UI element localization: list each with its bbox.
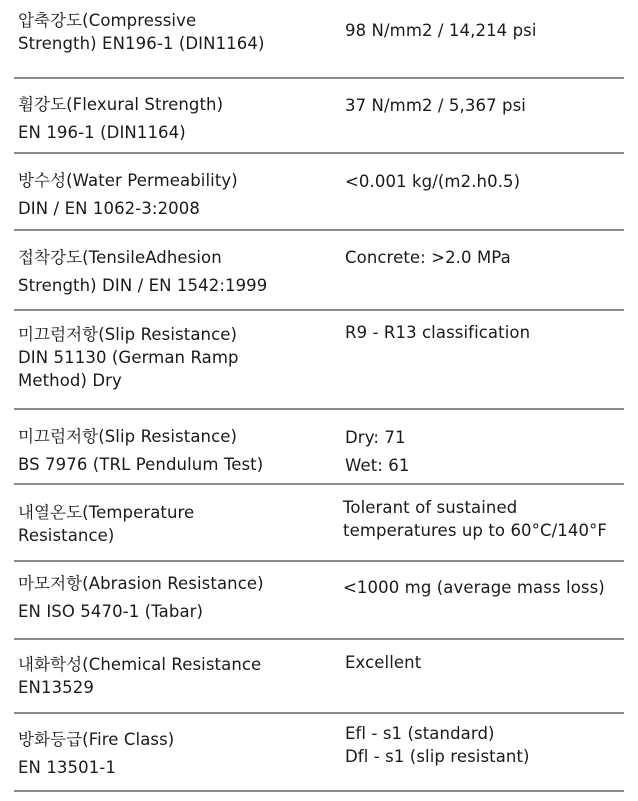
- label-line: EN ISO 5470-1 (Tabar): [18, 602, 204, 621]
- label-line: Method) Dry: [18, 371, 122, 390]
- label-line: DIN / EN 1062-3:2008: [18, 199, 200, 218]
- value-line: R9 - R13 classification: [345, 323, 531, 342]
- label-line: DIN 51130 (German Ramp: [18, 348, 239, 367]
- value-line: Tolerant of sustained: [343, 498, 518, 517]
- label-line: Resistance): [18, 526, 115, 545]
- property-label: [18, 572, 264, 623]
- property-value: [343, 496, 607, 542]
- property-label: [18, 246, 267, 297]
- property-value: [343, 576, 605, 599]
- label-line: EN 196-1 (DIN1164): [18, 123, 186, 142]
- value-line: <1000 mg (average mass loss): [343, 578, 605, 597]
- label-line: 미끄럼저항(Slip Resistance): [18, 427, 238, 446]
- label-line: 압축강도(Compressive: [18, 11, 197, 30]
- property-label: [18, 323, 239, 392]
- property-value: [345, 722, 530, 768]
- property-value: [345, 94, 526, 117]
- property-label: [18, 169, 238, 220]
- table-row: [14, 0, 624, 79]
- label-line: 마모저항(Abrasion Resistance): [18, 574, 264, 593]
- table-row: [14, 79, 624, 154]
- table-row: [14, 154, 624, 231]
- property-label: [18, 653, 261, 699]
- property-value: [345, 426, 409, 477]
- label-line: 휨강도(Flexural Strength): [18, 95, 224, 114]
- value-line: Dry: 71: [345, 428, 406, 447]
- label-line: 방수성(Water Permeability): [18, 171, 238, 190]
- label-line: EN 13501-1: [18, 758, 116, 777]
- value-line: Efl - s1 (standard): [345, 724, 495, 743]
- label-line: BS 7976 (TRL Pendulum Test): [18, 455, 264, 474]
- spec-table: [14, 0, 624, 801]
- value-line: Concrete: >2.0 MPa: [345, 248, 511, 267]
- property-value: [345, 246, 511, 269]
- label-line: 방화등급(Fire Class): [18, 730, 175, 749]
- value-line: 98 N/mm2 / 14,214 psi: [345, 21, 537, 40]
- value-line: Dfl - s1 (slip resistant): [345, 747, 530, 766]
- property-value: [345, 321, 530, 344]
- value-line: 37 N/mm2 / 5,367 psi: [345, 96, 526, 115]
- value-line: temperatures up to 60°C/140°F: [343, 521, 607, 540]
- label-line: Strength) DIN / EN 1542:1999: [18, 276, 268, 295]
- table-row: [14, 231, 624, 311]
- label-line: 내화학성(Chemical Resistance: [18, 655, 262, 674]
- table-row: [14, 311, 624, 410]
- label-line: Strength) EN196-1 (DIN1164): [18, 34, 265, 53]
- label-line: 미끄럼저항(Slip Resistance): [18, 325, 238, 344]
- value-line: Excellent: [345, 653, 422, 672]
- property-label: [18, 93, 223, 144]
- property-value: [345, 19, 537, 42]
- label-line: EN13529: [18, 678, 94, 697]
- property-label: [18, 9, 265, 55]
- table-row: [14, 714, 624, 792]
- table-row: [14, 410, 624, 485]
- value-line: <0.001 kg/(m2.h0.5): [345, 172, 521, 191]
- property-value: [345, 651, 421, 674]
- property-value: [345, 170, 520, 193]
- label-line: 내열온도(Temperature: [18, 503, 195, 522]
- property-label: [18, 425, 263, 476]
- table-row: [14, 485, 624, 562]
- table-row: [14, 640, 624, 714]
- table-row: [14, 562, 624, 640]
- value-line: Wet: 61: [345, 456, 410, 475]
- property-label: [18, 728, 174, 779]
- label-line: 접착강도(TensileAdhesion: [18, 248, 222, 267]
- property-label: [18, 501, 194, 547]
